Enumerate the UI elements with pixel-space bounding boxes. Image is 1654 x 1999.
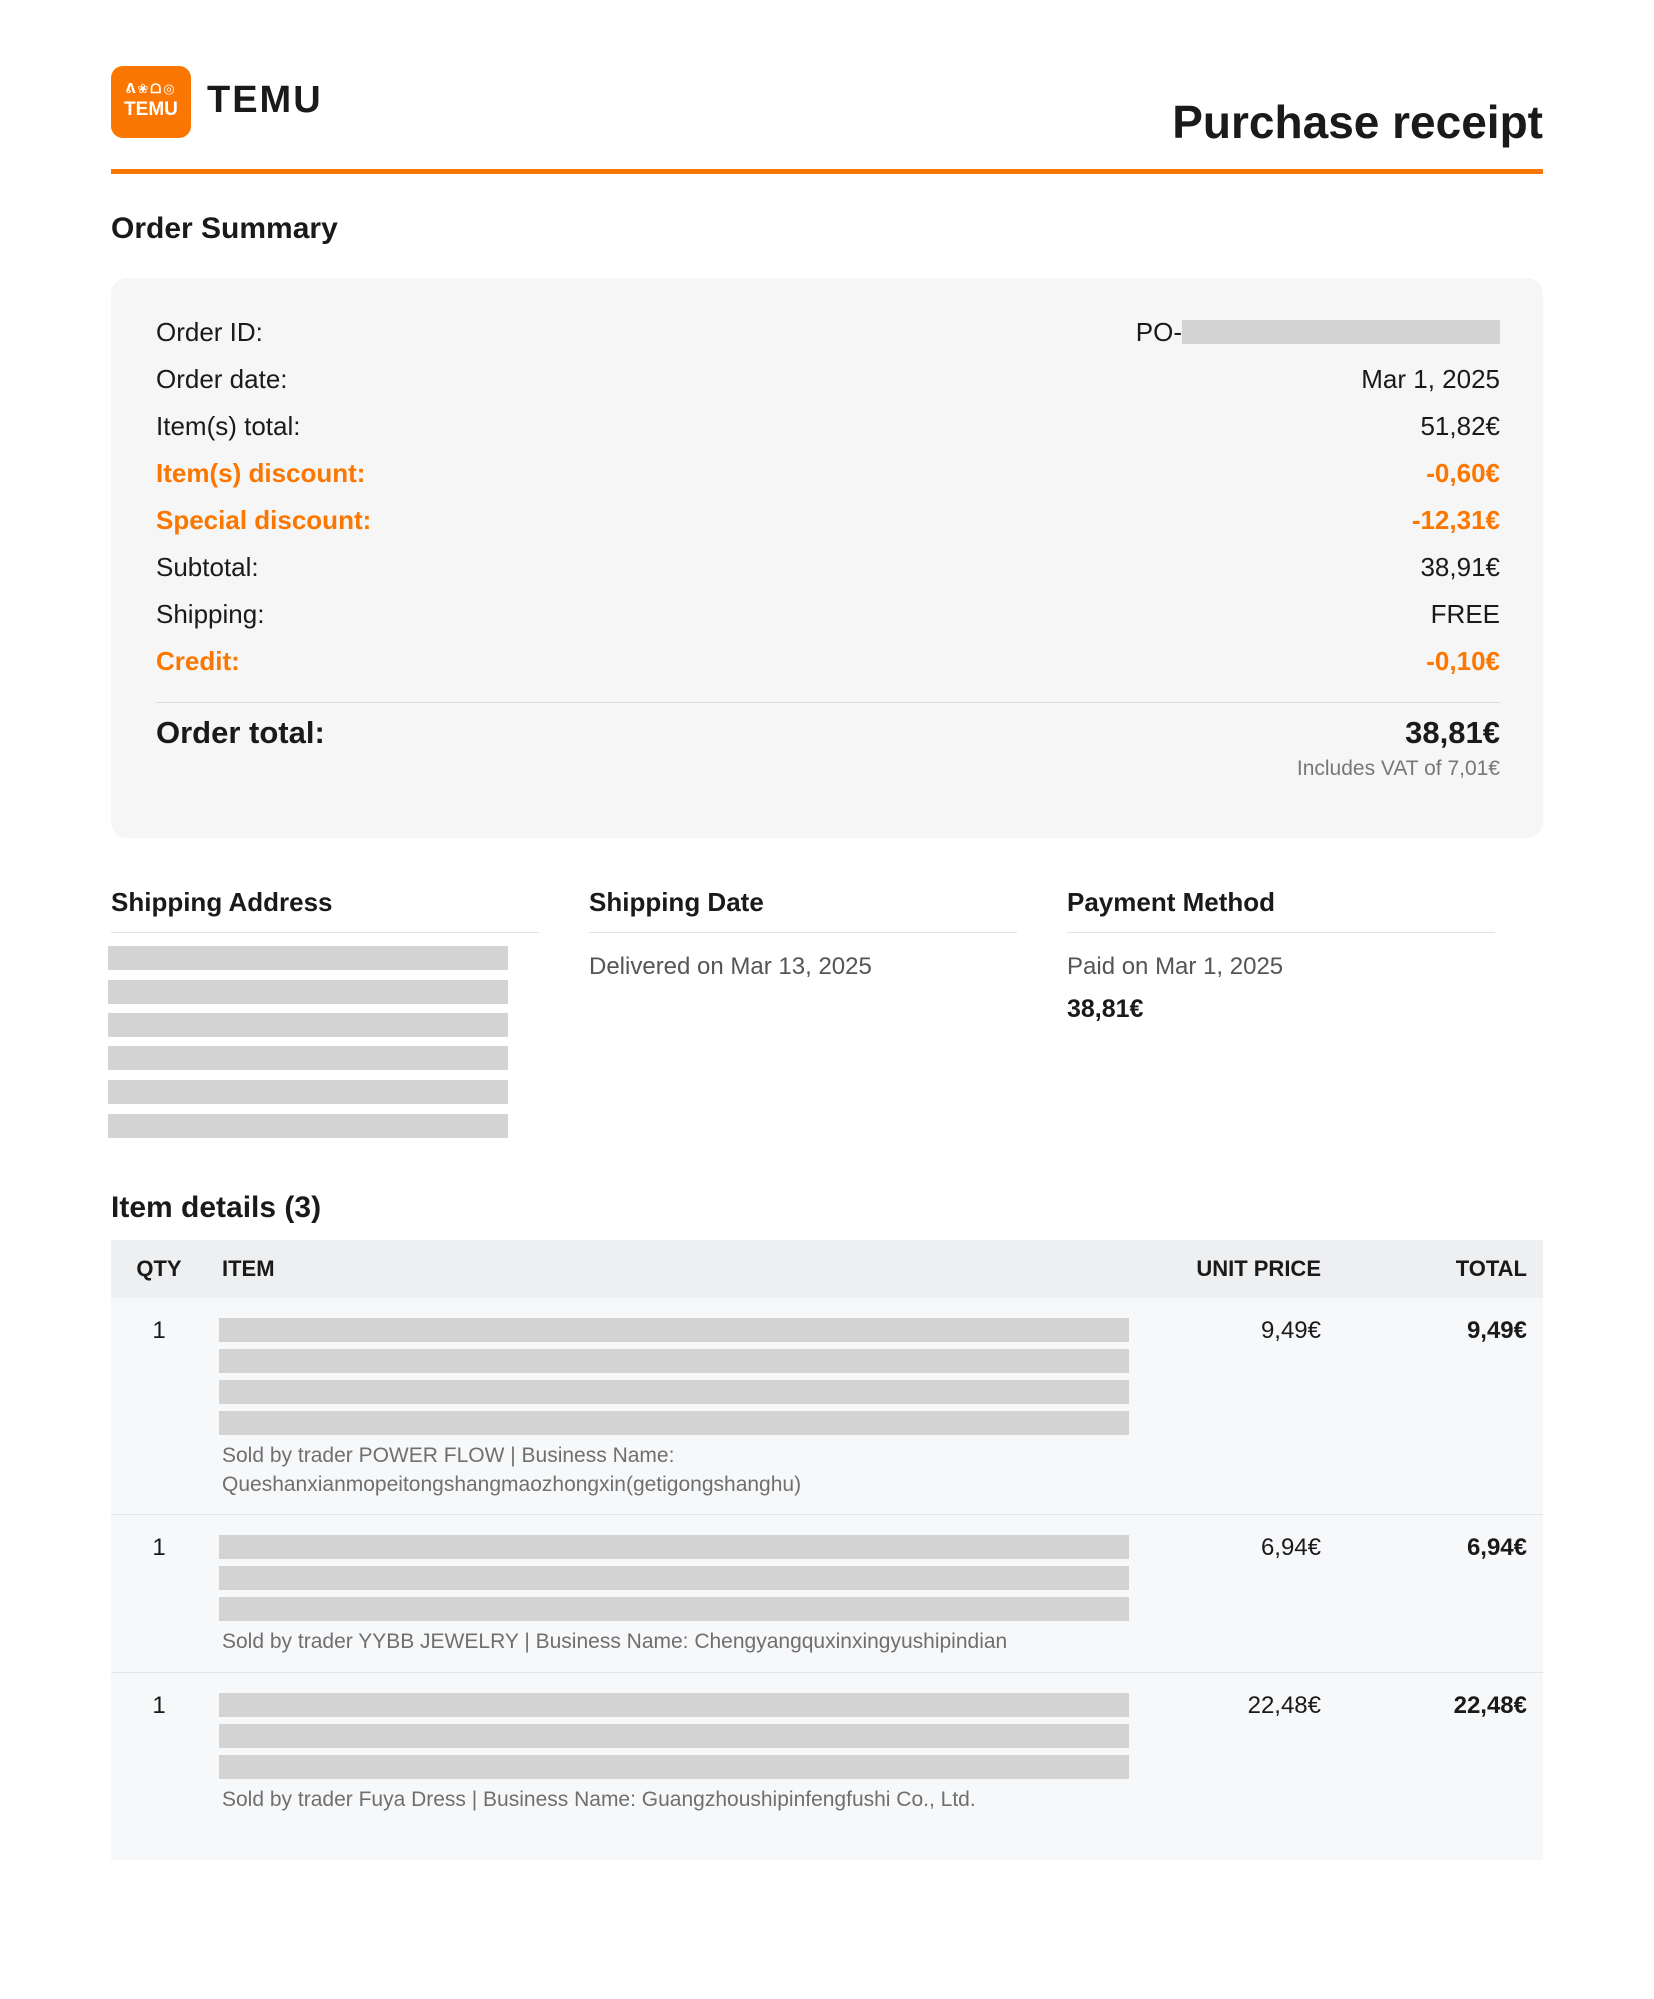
payment-method-heading: Payment Method [1067,887,1276,917]
item-title-redacted [219,1318,1129,1442]
shipping-value: FREE [1430,599,1500,629]
item-title-redacted [219,1535,1129,1628]
row-total: 9,49€ [1466,1317,1527,1344]
table-row [111,1515,1543,1673]
order-total-row [156,711,1500,755]
seller-line: Queshanxianmopeitongshangmaozhongxin(getigongshanghu) [222,1473,802,1496]
header-divider [111,169,1543,174]
order-id-value [1136,312,1500,352]
payment-date-text: Paid on Mar 1, 2025 [1067,953,1284,980]
vat-note: Includes VAT of 7,01€ [1296,757,1500,780]
item-title-redacted [219,1693,1129,1786]
row-unit-price: 6,94€ [1260,1534,1321,1561]
seller-line: Sold by trader POWER FLOW | Business Name: [222,1444,675,1467]
address-redacted-line [108,980,508,1004]
row-qty: 1 [152,1692,166,1719]
shipping-address-section [111,884,539,933]
credit-label: Credit: [156,646,240,676]
row-total: 22,48€ [1453,1692,1527,1719]
shipping-label: Shipping: [156,599,265,629]
payment-method-rule [1067,932,1495,933]
seller-line: Sold by trader Fuya Dress | Business Name: Guangzhoushipinfengfushi Co., Ltd. [222,1788,976,1811]
special-discount-label: Special discount: [156,505,372,535]
shipping-date-rule [589,932,1017,933]
credit-row [156,641,1500,681]
order-summary-heading: Order Summary [111,212,338,245]
logo-glyphs: ᕕ❀ᗝ◎ [125,81,177,96]
order-date-row [156,359,1500,399]
order-total-value: 38,81€ [1405,715,1500,750]
items-total-row [156,406,1500,446]
order-id-row [156,312,1500,352]
items-discount-value: -0,60€ [1426,458,1500,488]
order-id-redacted [1182,320,1500,344]
row-qty: 1 [152,1534,166,1561]
table-header [111,1240,1543,1298]
row-total: 6,94€ [1466,1534,1527,1561]
address-redacted-line [108,1046,508,1070]
logo-wordmark: TEMU [207,79,323,121]
shipping-address-heading: Shipping Address [111,887,333,917]
table-row [111,1673,1543,1860]
order-id-label: Order ID: [156,317,263,347]
special-discount-row [156,500,1500,540]
address-redacted-line [108,946,508,970]
summary-divider [156,702,1500,703]
subtotal-row [156,547,1500,587]
logo-box-text: TEMU [124,99,178,120]
seller-line: Sold by trader YYBB JEWELRY | Business Name: Chengyangquxinxingyushipindian [222,1630,1008,1653]
order-date-value: Mar 1, 2025 [1361,364,1500,394]
items-total-value: 51,82€ [1420,411,1500,441]
row-qty: 1 [152,1317,166,1344]
items-discount-label: Item(s) discount: [156,458,366,488]
page-title: Purchase receipt [1172,96,1543,148]
item-details-heading: Item details (3) [111,1191,322,1224]
table-row [111,1298,1543,1515]
row-unit-price: 9,49€ [1260,1317,1321,1344]
order-date-label: Order date: [156,364,288,394]
order-id-prefix: PO- [1135,317,1182,347]
special-discount-value: -12,31€ [1411,505,1500,535]
seller-info [222,1627,1122,1656]
column-header-unit-price: UNIT PRICE [1196,1256,1321,1281]
address-redacted-line [108,1080,508,1104]
shipping-date-section [589,884,1017,983]
order-total-label: Order total: [156,715,325,750]
seller-info [222,1441,1122,1499]
address-redacted-line [108,1013,508,1037]
column-header-item: ITEM [222,1256,275,1281]
shipping-address-rule [111,932,539,933]
temu-logo-icon [111,66,191,138]
column-header-total: TOTAL [1455,1256,1527,1281]
subtotal-label: Subtotal: [156,552,259,582]
seller-info [222,1785,1122,1814]
row-unit-price: 22,48€ [1247,1692,1321,1719]
credit-value: -0,10€ [1426,646,1500,676]
shipping-date-heading: Shipping Date [589,887,764,917]
items-discount-row [156,453,1500,493]
items-total-label: Item(s) total: [156,411,301,441]
payment-method-section [1067,884,1495,1025]
delivery-status-text: Delivered on Mar 13, 2025 [589,953,872,980]
receipt-header [111,66,1543,174]
shipping-row [156,594,1500,634]
column-header-qty: QTY [136,1256,182,1281]
item-details-table [111,1240,1543,1860]
subtotal-value: 38,91€ [1420,552,1500,582]
address-redacted-line [108,1114,508,1138]
order-summary-card [111,278,1543,838]
payment-amount: 38,81€ [1067,995,1144,1023]
